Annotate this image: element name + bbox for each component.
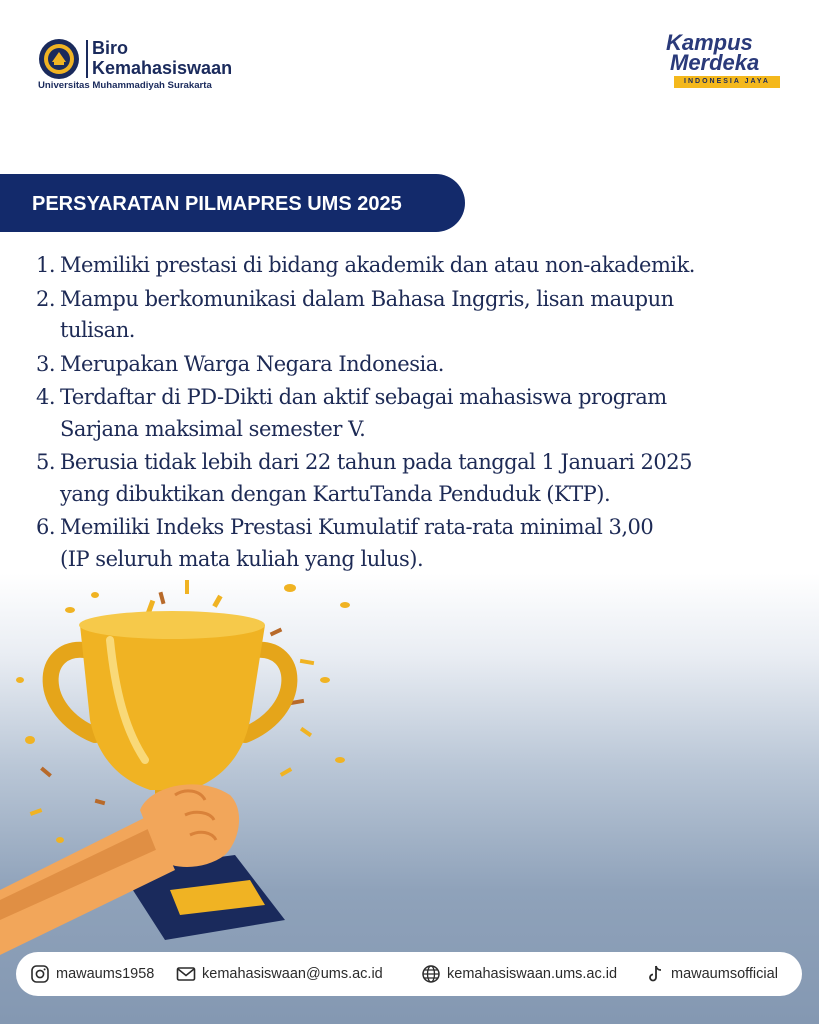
kampus-merdeka-logo xyxy=(666,30,786,94)
list-item xyxy=(36,382,776,445)
list-item xyxy=(36,349,776,381)
university-name: Universitas Muhammadiyah Surakarta xyxy=(38,80,212,91)
website-url: kemahasiswaan.ums.ac.id xyxy=(447,966,618,982)
tiktok-icon xyxy=(645,964,665,984)
email-address: kemahasiswaan@ums.ac.id xyxy=(202,966,383,982)
org-name-line2: Kemahasiswaan xyxy=(92,58,233,78)
list-item-number: 6. xyxy=(36,515,56,539)
list-item xyxy=(36,284,776,347)
biro-kemahasiswaan-logo xyxy=(38,36,268,96)
list-item-text: Merupakan Warga Negara Indonesia. xyxy=(60,351,444,376)
email-icon xyxy=(176,964,196,984)
requirements-list xyxy=(36,250,776,577)
partner-tagline: INDONESIA JAYA xyxy=(674,76,780,88)
list-item xyxy=(36,250,776,282)
list-item-text: Berusia tidak lebih dari 22 tahun pada tanggal 1 Januari 2025 yang dibuktikan dengan KartuTanda Penduduk (KTP). xyxy=(60,450,692,506)
list-item-text: Memiliki prestasi di bidang akademik dan atau non-akademik. xyxy=(60,253,695,277)
list-item-number: 2. xyxy=(36,286,56,311)
list-item-number: 3. xyxy=(36,351,56,376)
instagram-icon xyxy=(30,964,50,984)
page-title: PERSYARATAN PILMAPRES UMS 2025 xyxy=(32,193,402,215)
list-item-text: Memiliki Indeks Prestasi Kumulatif rata-rata minimal 3,00 (IP seluruh mata kuliah yang lulus). xyxy=(60,515,654,571)
list-item-text: Mampu berkomunikasi dalam Bahasa Inggris, lisan maupun tulisan. xyxy=(60,286,674,342)
list-item xyxy=(36,512,776,575)
brand-divider xyxy=(86,40,88,78)
website-contact[interactable] xyxy=(421,963,617,985)
tiktok-handle: mawaumsofficial xyxy=(671,966,778,982)
partner-line2: Merdeka xyxy=(670,50,760,75)
org-name-line1: Biro xyxy=(92,38,128,58)
globe-icon xyxy=(421,964,441,984)
list-item xyxy=(36,447,776,510)
list-item-number: 5. xyxy=(36,450,56,474)
tiktok-contact[interactable] xyxy=(645,963,778,985)
instagram-handle: mawaums1958 xyxy=(56,966,155,982)
list-item-number: 1. xyxy=(36,253,56,277)
instagram-contact[interactable] xyxy=(30,963,154,985)
list-item-number: 4. xyxy=(36,385,56,409)
trophy-illustration xyxy=(0,570,380,960)
contact-footer xyxy=(16,952,802,996)
ums-seal-icon xyxy=(38,38,80,80)
partner-line1: Kampus xyxy=(666,30,753,55)
email-contact[interactable] xyxy=(176,963,383,985)
list-item-text: Terdaftar di PD-Dikti dan aktif sebagai mahasiswa program Sarjana maksimal semester V. xyxy=(60,385,667,441)
title-banner xyxy=(0,174,465,232)
